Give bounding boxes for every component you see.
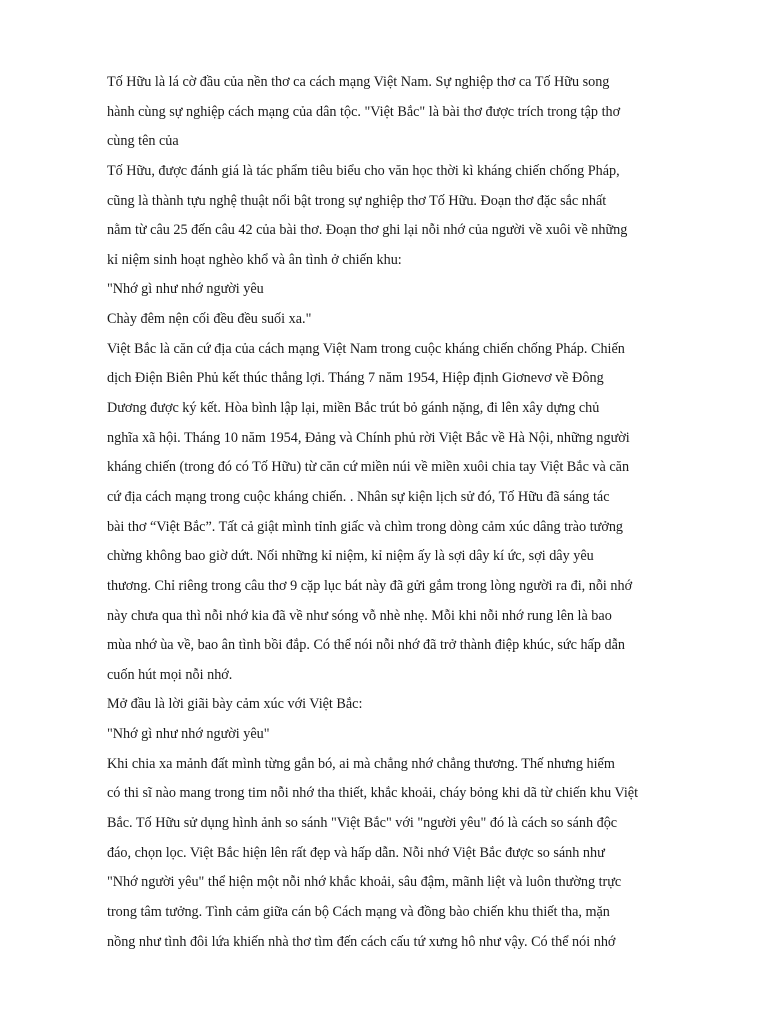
text-line: kháng chiến (trong đó có Tố Hữu) từ căn cứ miền núi về miền xuôi chia tay Việt Bắc và căn <box>107 459 630 476</box>
text-line: có thi sĩ nào mang trong tim nỗi nhớ tha thiết, khắc khoải, cháy bỏng khi dã từ chiến khu Việt <box>107 785 639 802</box>
text-line: Bắc. Tố Hữu sử dụng hình ảnh so sánh "Việt Bắc" với "người yêu" đó là cách so sánh độc <box>107 815 618 832</box>
text-line: nghĩa xã hội. Tháng 10 năm 1954, Đảng và Chính phủ rời Việt Bắc về Hà Nội, những người <box>107 429 630 446</box>
text-line: kỉ niệm sinh hoạt nghèo khổ và ân tình ở chiến khu: <box>107 251 402 268</box>
text-line: bài thơ “Việt Bắc”. Tất cả giật mình tỉnh giấc và chìm trong dòng cảm xúc dâng trào tưởng <box>107 518 624 535</box>
text-line: chừng không bao giờ dứt. Nối những kỉ niệm, kỉ niệm ấy là sợi dây kí ức, sợi dây yêu <box>107 548 594 565</box>
text-line: cuốn hút mọi nỗi nhớ. <box>107 666 233 683</box>
text-line: "Nhớ gì như nhớ người yêu <box>107 281 264 298</box>
text-line: nằm từ câu 25 đến câu 42 của bài thơ. Đoạn thơ ghi lại nỗi nhớ của người về xuôi về những <box>107 222 628 239</box>
text-line: Việt Bắc là căn cứ địa của cách mạng Việt Nam trong cuộc kháng chiến chống Pháp. Chiến <box>107 340 625 357</box>
text-line: "Nhớ gì như nhớ người yêu" <box>107 726 270 743</box>
text-line: cũng là thành tựu nghệ thuật nổi bật trong sự nghiệp thơ Tố Hữu. Đoạn thơ đặc sắc nhất <box>107 192 607 209</box>
document-body <box>107 68 677 957</box>
text-line: thương. Chỉ riêng trong câu thơ 9 cặp lục bát này đã gửi gắm trong lòng người ra đi, nỗi nhớ <box>107 577 633 594</box>
text-line: Chày đêm nện cối đều đều suối xa." <box>107 311 312 328</box>
text-line: này chưa qua thì nỗi nhớ kia đã về như sóng vỗ nhè nhẹ. Mỗi khi nỗi nhớ rung lên là bao <box>107 607 612 624</box>
text-line: mùa nhớ ùa về, bao ân tình bồi đắp. Có thể nói nỗi nhớ đã trở thành điệp khúc, sức hấp dẫn <box>107 637 625 654</box>
text-line: trong tâm tưởng. Tình cảm giữa cán bộ Cách mạng và đồng bào chiến khu thiết tha, mặn <box>107 903 610 920</box>
text-line: Dương được ký kết. Hòa bình lập lại, miền Bắc trút bỏ gánh nặng, đi lên xây dựng chủ <box>107 400 600 417</box>
text-line: cứ địa cách mạng trong cuộc kháng chiến. . Nhân sự kiện lịch sử đó, Tố Hữu đã sáng tác <box>107 488 610 505</box>
text-line: hành cùng sự nghiệp cách mạng của dân tộc. "Việt Bắc" là bài thơ được trích trong tập thơ <box>107 103 621 120</box>
text-line: nồng như tình đôi lứa khiến nhà thơ tìm đến cách cấu tứ xưng hô như vậy. Có thể nói nhớ <box>107 933 616 950</box>
text-line: Tố Hữu là lá cờ đầu của nền thơ ca cách mạng Việt Nam. Sự nghiệp thơ ca Tố Hữu song <box>107 74 610 90</box>
text-line: dịch Điện Biên Phủ kết thúc thắng lợi. Tháng 7 năm 1954, Hiệp định Giơnevơ về Đông <box>107 370 604 387</box>
text-line: đáo, chọn lọc. Việt Bắc hiện lên rất đẹp và hấp dẫn. Nỗi nhớ Việt Bắc được so sánh như <box>107 844 605 861</box>
text-line: "Nhớ người yêu" thể hiện một nỗi nhớ khắc khoải, sâu đậm, mãnh liệt và luôn thường trực <box>107 874 622 891</box>
text-line: Tố Hữu, được đánh giá là tác phẩm tiêu biểu cho văn học thời kì kháng chiến chống Pháp, <box>107 162 620 179</box>
text-line: Khi chia xa mảnh đất mình từng gắn bó, ai mà chẳng nhớ chẳng thương. Thế nhưng hiếm <box>107 755 615 772</box>
text-line: cùng tên của <box>107 133 179 150</box>
text-line: Mở đầu là lời giãi bày cảm xúc với Việt Bắc: <box>107 696 363 713</box>
